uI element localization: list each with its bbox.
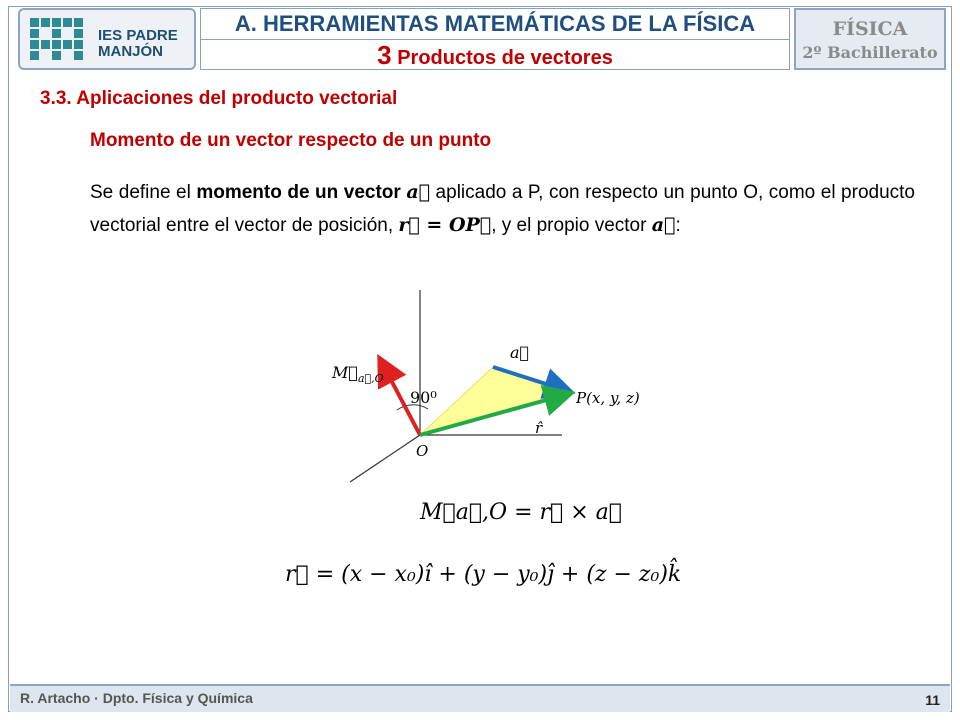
label-moment: $M⃗_{a⃗,O}$ [332,363,384,385]
definition-paragraph [90,176,915,242]
block-title: A. HERRAMIENTAS MATEMÁTICAS DE LA FÍSICA [201,9,789,40]
unit-title [201,40,789,70]
para-vector-a: a⃗ [406,181,431,203]
school-logo [18,8,196,70]
position-vector-equation: r⃗ = (x − x₀)î + (y − y₀)ĵ + (z − z₀)k̂ [285,562,682,587]
footer-author: R. Artacho · Dpto. Física y Química [20,690,253,706]
para-bold: momento de un vector [196,182,407,203]
subject-badge [794,8,946,70]
label-r-hat: r̂ [535,419,543,437]
label-origin: O [416,442,429,460]
axis-x [350,435,420,482]
label-a: a⃗ [510,343,530,362]
para-vector-r: r⃗ = OP⃗ [398,214,492,236]
unit-name: Productos de vectores [397,47,613,69]
para-text-1: Se define el [90,182,197,203]
unit-number: 3 [377,40,392,70]
footer [10,684,950,712]
logo-text [98,28,178,60]
logo-line-1: IES PADRE [98,27,178,44]
logo-line-2: MANJÓN [98,43,164,60]
para-vector-a-2: a⃗ [651,214,676,236]
subject-level: 2º Bachillerato [802,43,938,62]
moment-diagram [330,285,670,495]
page-number: 11 [925,692,940,708]
section-title: 3.3. Aplicaciones del producto vectorial [40,88,398,109]
para-text-3: , y el propio vector [491,215,652,236]
subject-name: FÍSICA [832,18,908,40]
subsection-title: Momento de un vector respecto de un punto [90,130,492,151]
para-text-4: : [675,215,681,236]
label-angle: 90⁰ [410,388,437,407]
label-P: P(x, y, z) [576,389,640,407]
title-box [200,8,790,70]
para-text-2: aplicado a P, con respecto un punto O, como el producto vectorial entre el vector de posición, [90,182,915,236]
header [18,8,944,70]
moment-equation: M⃗a⃗,O = r⃗ × a⃗ [420,500,622,525]
